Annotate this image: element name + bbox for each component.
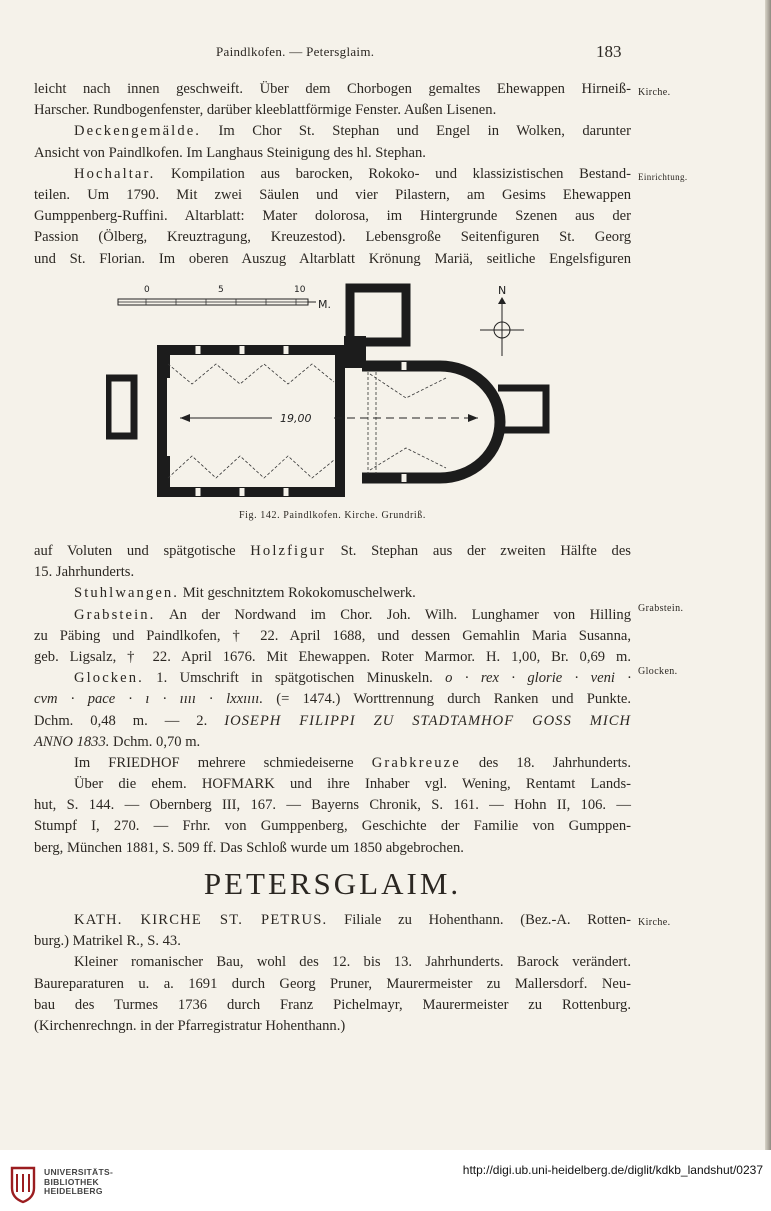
figure-caption: Fig. 142. Paindlkofen. Kirche. Grundriß. <box>238 510 427 521</box>
spaced-term: Glocken. <box>74 670 144 687</box>
inscription-text: IOSEPH FILIPPI ZU STADTAMHOF GOSS MICH <box>224 712 631 729</box>
text-line <box>34 583 631 604</box>
north-arrow <box>480 284 524 356</box>
text-span: Mit geschnitztem Rokokomuschelwerk. <box>179 585 416 602</box>
logo-line-1: UNIVERSITÄTS- <box>44 1167 114 1177</box>
text-line: Baureparaturen u. a. 1691 durch Georg Pruner, Maurermeister zu Mallersdorf. Neu- <box>34 975 631 992</box>
scale-label-5: 5 <box>218 285 224 295</box>
text-line: teilen. Um 1790. Mit zwei Säulen und vier Pilastern, am Gesims Ehewappen <box>34 186 631 203</box>
text-span: auf Voluten und spätgotische <box>34 543 251 559</box>
text-line <box>34 753 631 774</box>
page-number: 183 <box>596 42 622 61</box>
inscription-text: o · rex · glorie · veni · <box>445 670 631 687</box>
north-label: N <box>498 284 507 297</box>
text-span: Dchm. 0,48 m. — 2. <box>34 712 208 729</box>
text-line: hut, S. 144. — Obernberg III, 167. — Bayerns Chronik, S. 161. — Hohn II, 106. — <box>34 797 631 814</box>
margin-note-einrichtung: Einrichtung. <box>638 172 688 182</box>
church-plan <box>108 288 546 496</box>
spaced-term: Deckengemälde. <box>74 123 202 140</box>
text-line: Harscher. Rundbogenfenster, darüber kleeblattförmige Fenster. Außen Lisenen. <box>34 102 497 119</box>
text-line: Gumppenberg-Ruffini. Altarblatt: Mater dolorosa, im Hintergrunde Szenen aus der <box>34 208 631 225</box>
running-head <box>0 42 640 66</box>
inscription-text: cvm · pace · ı · ıııı · lxxıııı. <box>34 691 263 708</box>
scale-label-0: 0 <box>144 285 150 295</box>
spaced-term: KATH. KIRCHE ST. PETRUS. <box>74 912 328 928</box>
spaced-term: Holzfigur <box>250 543 326 559</box>
text-line <box>34 711 631 732</box>
text-span: des 18. Jahrhunderts. <box>460 754 631 771</box>
text-line: Ansicht von Paindlkofen. Im Langhaus Steinigung des hl. Stephan. <box>34 144 426 161</box>
paragraph-block-1 <box>34 79 631 270</box>
text-span: Dchm. 0,70 m. <box>109 733 201 750</box>
text-line <box>34 732 631 753</box>
viewer-footer <box>0 1158 771 1211</box>
text-line <box>34 541 631 562</box>
spaced-term: Grabkreuze <box>371 754 461 771</box>
running-title: Paindlkofen. — Petersglaim. <box>216 44 375 59</box>
text-line: Passion (Ölberg, Kreuztragung, Kreuzestod). Lebensgroße Seitenfiguren St. Georg <box>34 229 631 246</box>
text-span: Im FRIEDHOF mehrere schmiedeiserne <box>74 754 372 771</box>
text-line: Kleiner romanischer Bau, wohl des 12. bis 13. Jahrhunderts. Barock verändert. <box>74 954 631 971</box>
paragraph-block-2 <box>34 541 631 859</box>
text-line <box>34 910 631 931</box>
logo-line-2: BIBLIOTHEK <box>44 1176 99 1187</box>
text-line <box>34 689 631 710</box>
section-title: PETERSGLAIM. <box>203 866 462 901</box>
text-line: (Kirchenrechngn. in der Pfarregistratur Hohenthann.) <box>34 1017 346 1034</box>
margin-note-grabstein: Grabstein. <box>638 603 684 614</box>
text-line <box>34 605 631 626</box>
text-span: Kompilation aus barocken, Rokoko- und klassizistischen Bestand- <box>155 165 631 182</box>
text-line: burg.) Matrikel R., S. 43. <box>34 933 181 950</box>
margin-note-kirche-2: Kirche. <box>638 917 671 928</box>
margin-note-glocken: Glocken. <box>638 666 678 677</box>
source-url-link[interactable]: http://digi.ub.uni-heidelberg.de/diglit/kdkb_landshut/0237 <box>462 1163 763 1177</box>
text-line <box>34 668 631 689</box>
inscription-text: ANNO 1833. <box>34 733 110 750</box>
text-line: Über die ehem. HOFMARK und ihre Inhaber vgl. Wening, Rentamt Lands- <box>74 776 631 793</box>
text-line: berg, München 1881, S. 509 ff. Das Schloß wurde um 1850 abgebrochen. <box>34 839 464 856</box>
library-logo-text <box>44 1168 113 1197</box>
text-span: (= 1474.) Worttrennung durch Ranken und Punkte. <box>262 691 631 708</box>
page-edge-shadow <box>765 0 771 1150</box>
text-span: An der Nordwand im Chor. Joh. Wilh. Lunghamer von Hilling <box>155 606 631 623</box>
floor-plan-figure <box>106 280 566 510</box>
text-line: zu Päbing und Paindlkofen, † 22. April 1688, und dessen Gemahlin Maria Susanna, <box>34 627 631 644</box>
dimension-label: 19,00 <box>280 412 312 425</box>
spaced-term: Hochaltar. <box>74 165 156 182</box>
text-span: Filiale zu Hohenthann. (Bez.-A. Rotten- <box>327 912 631 928</box>
spaced-term: Grabstein. <box>74 606 156 623</box>
paragraph-block-3 <box>34 910 631 1037</box>
text-span: 1. Umschrift in spätgotischen Minuskeln. <box>143 670 433 687</box>
text-span: Im Chor St. Stephan und Engel in Wolken, darunter <box>201 123 631 140</box>
logo-line-3: HEIDELBERG <box>44 1186 103 1196</box>
text-line: leicht nach innen geschweift. Über dem Chorbogen gemaltes Ehewappen Hirneiß- <box>34 81 631 97</box>
text-span: St. Stephan aus der zweiten Hälfte des <box>325 543 631 559</box>
university-seal-icon <box>8 1164 38 1204</box>
margin-note-kirche: Kirche. <box>638 87 671 98</box>
scale-bar <box>118 285 331 311</box>
text-line: und St. Florian. Im oberen Auszug Altarblatt Krönung Mariä, seitliche Engelsfiguren <box>34 250 631 267</box>
text-line: 15. Jahrhunderts. <box>34 564 135 581</box>
text-line: bau des Turmes 1736 durch Franz Pichelmayr, Maurermeister zu Rottenburg. <box>34 996 631 1013</box>
scale-unit: M. <box>318 298 331 311</box>
spaced-term: Stuhlwangen. <box>74 585 180 602</box>
text-line: Stumpf I, 270. — Frhr. von Gumppenberg, Geschichte der Familie von Gumppen- <box>34 818 631 835</box>
text-line <box>34 164 631 185</box>
text-line: geb. Ligsalz, † 22. April 1676. Mit Ehewappen. Roter Marmor. H. 1,00, Br. 0,69 m. <box>34 648 631 665</box>
text-line <box>34 121 631 142</box>
scale-label-10: 10 <box>294 285 306 295</box>
